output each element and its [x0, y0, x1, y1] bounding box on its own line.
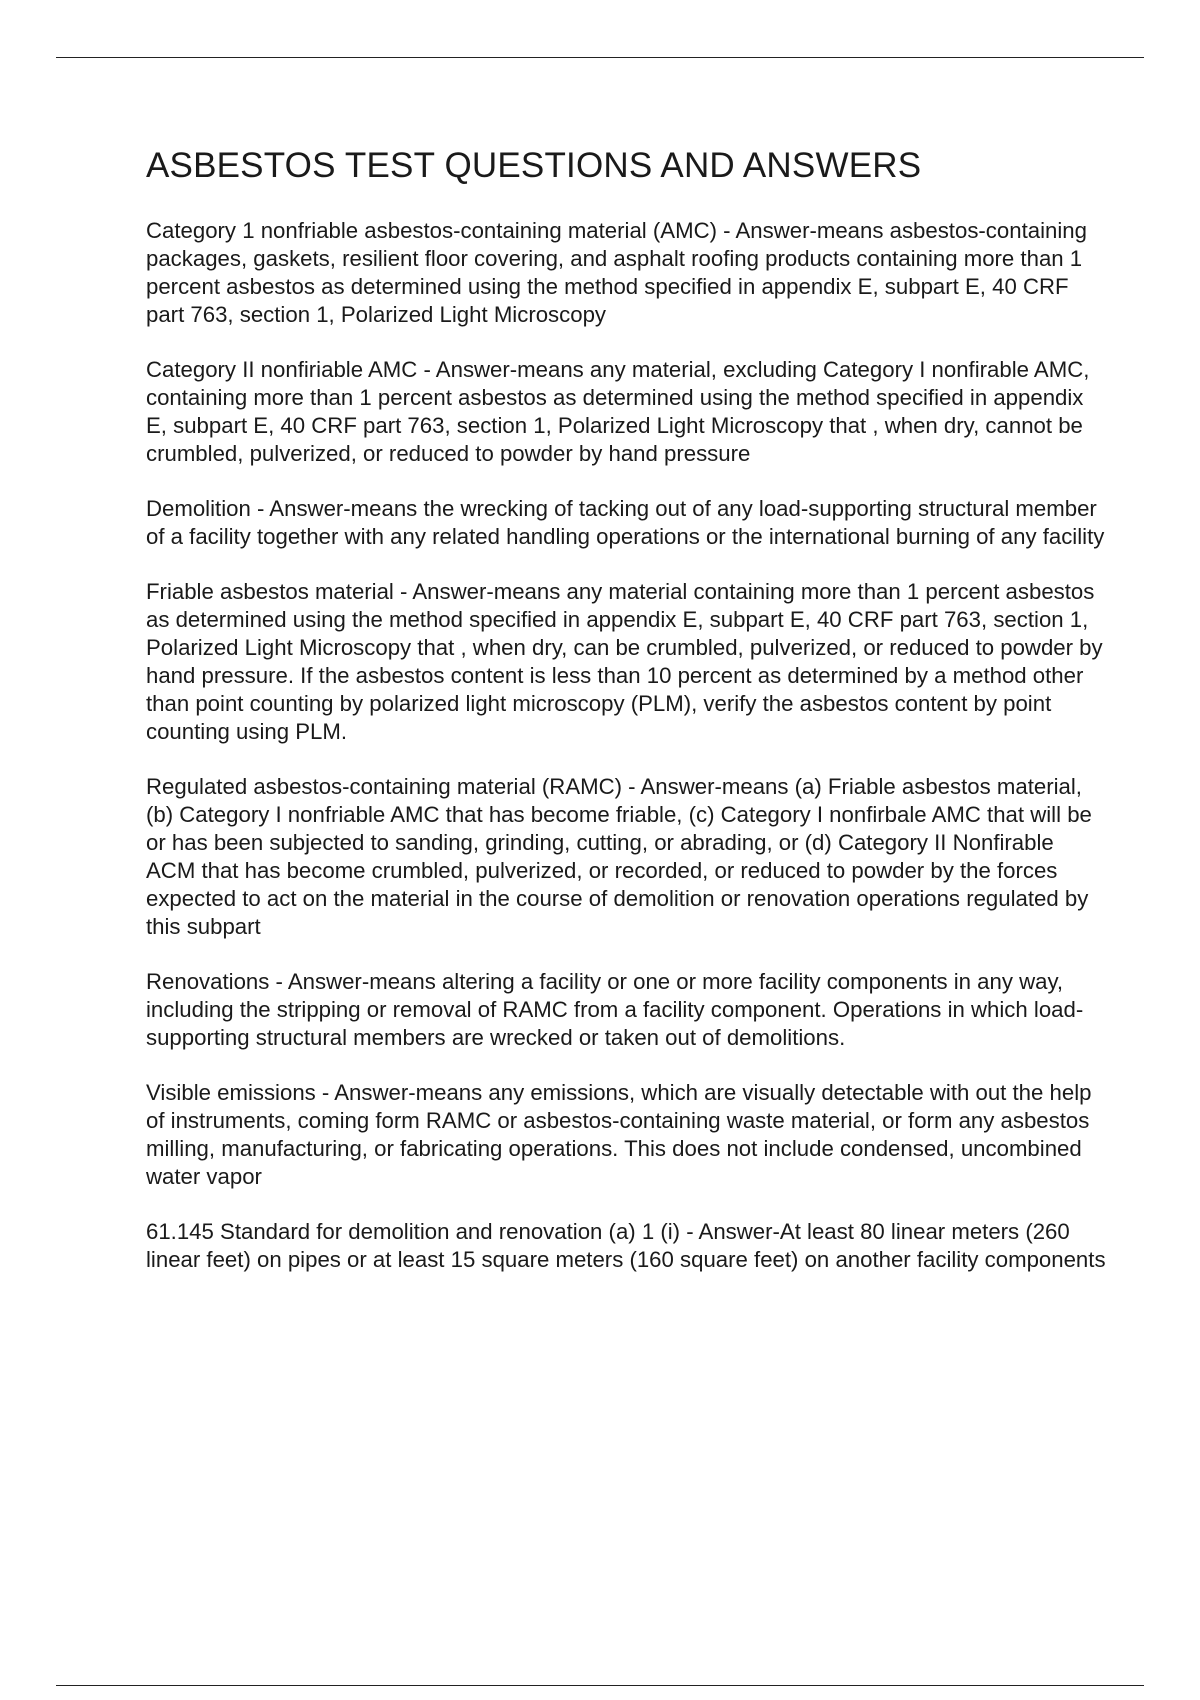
qa-entry: Renovations - Answer-means altering a facility or one or more facility components in any way, including the stripping or removal of RAMC from a facility component. Operations in which load-supporting structural members are wrecked or taken out of demolitions. — [146, 969, 1084, 1050]
footer-rule — [56, 1685, 1144, 1686]
document-title: ASBESTOS TEST QUESTIONS AND ANSWERS — [146, 146, 922, 185]
document-body — [146, 143, 1106, 1301]
header-rule — [56, 57, 1144, 58]
qa-entry: Visible emissions - Answer-means any emissions, which are visually detectable with out the help of instruments, coming form RAMC or asbestos-containing waste material, or form any asbestos milling, manufacturing, or fabricating operations. This does not include condensed, uncombined water vapor — [146, 1080, 1092, 1189]
qa-entry: Category 1 nonfriable asbestos-containing material (AMC) - Answer-means asbestos-containing packages, gaskets, resilient floor covering, and asphalt roofing products containing more than 1 percent asbestos as determined using the method specified in appendix E, subpart E, 40 CRF part 763, section 1, Polarized Light Microscopy — [146, 218, 1087, 327]
qa-entry: Regulated asbestos-containing material (RAMC) - Answer-means (a) Friable asbestos material, (b) Category I nonfriable AMC that has become friable, (c) Category I nonfirbale AMC that will be or has been subjected to sanding, grinding, cutting, or abrading, or (d) Category II Nonfirable ACM that has become crumbled, pulverized, or recorded, or reduced to powder by the forces expected to act on the material in the course of demolition or renovation operations regulated by this subpart — [146, 774, 1092, 939]
qa-entry: Demolition - Answer-means the wrecking of tacking out of any load-supporting structural member of a facility together with any related handling operations or the international burning of any facility — [146, 496, 1105, 549]
qa-entry: Friable asbestos material - Answer-means any material containing more than 1 percent asbestos as determined using the method specified in appendix E, subpart E, 40 CRF part 763, section 1, Polarized Light Microscopy that , when dry, can be crumbled, pulverized, or reduced to powder by hand pressure. If the asbestos content is less than 10 percent as determined by a method other than point counting by polarized light microscopy (PLM), verify the asbestos content by point counting using PLM. — [146, 579, 1103, 744]
qa-entry: Category II nonfiriable AMC - Answer-means any material, excluding Category I nonfirable AMC, containing more than 1 percent asbestos as determined using the method specified in appendix E, subpart E, 40 CRF part 763, section 1, Polarized Light Microscopy that , when dry, cannot be crumbled, pulverized, or reduced to powder by hand pressure — [146, 357, 1090, 466]
qa-entry: 61.145 Standard for demolition and renovation (a) 1 (i) - Answer-At least 80 linear meters (260 linear feet) on pipes or at least 15 square meters (160 square feet) on another facility components — [146, 1219, 1106, 1272]
